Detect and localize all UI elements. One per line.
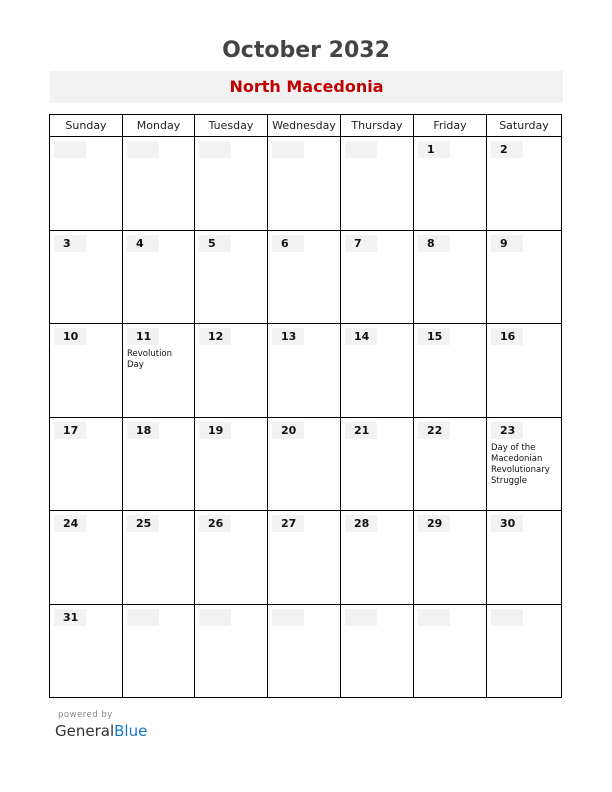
day-number: 22 <box>418 422 450 439</box>
calendar-weeks <box>50 137 561 698</box>
weekday-header-tuesday: Tuesday <box>195 115 268 136</box>
day-number: 5 <box>199 235 231 252</box>
day-number <box>54 141 86 158</box>
day-cell[interactable] <box>341 418 414 511</box>
day-cell[interactable] <box>268 511 341 604</box>
day-number <box>345 609 377 626</box>
weekday-header-wednesday: Wednesday <box>268 115 341 136</box>
day-cell[interactable] <box>195 137 268 230</box>
weekday-header-row <box>50 115 561 137</box>
holiday-label: Day of the Macedonian Revolutionary Struggle <box>491 442 550 486</box>
day-cell[interactable] <box>341 324 414 417</box>
day-cell[interactable] <box>414 418 487 511</box>
day-number: 31 <box>54 609 86 626</box>
day-number <box>127 141 159 158</box>
day-number: 27 <box>272 515 304 532</box>
day-number: 21 <box>345 422 377 439</box>
day-cell[interactable] <box>414 324 487 417</box>
day-number: 8 <box>418 235 450 252</box>
day-number: 3 <box>54 235 86 252</box>
weekday-header-thursday: Thursday <box>341 115 414 136</box>
week-row <box>50 511 561 605</box>
day-number: 7 <box>345 235 377 252</box>
day-number: 18 <box>127 422 159 439</box>
day-number <box>272 141 304 158</box>
day-number: 30 <box>491 515 523 532</box>
day-cell[interactable] <box>50 605 123 699</box>
day-cell[interactable] <box>50 231 123 324</box>
day-cell[interactable] <box>50 324 123 417</box>
day-cell[interactable] <box>487 324 561 417</box>
day-cell[interactable] <box>268 324 341 417</box>
day-cell[interactable] <box>195 418 268 511</box>
day-cell[interactable] <box>414 511 487 604</box>
day-cell[interactable] <box>414 605 487 699</box>
weekday-header-friday: Friday <box>414 115 487 136</box>
day-number: 4 <box>127 235 159 252</box>
country-banner <box>50 71 563 103</box>
day-cell[interactable] <box>50 511 123 604</box>
day-cell[interactable] <box>268 418 341 511</box>
day-cell[interactable] <box>414 231 487 324</box>
week-row <box>50 418 561 512</box>
day-number <box>345 141 377 158</box>
day-number: 12 <box>199 328 231 345</box>
day-cell[interactable] <box>123 605 195 699</box>
day-cell[interactable] <box>341 605 414 699</box>
day-cell[interactable] <box>414 137 487 230</box>
day-number: 26 <box>199 515 231 532</box>
day-cell[interactable] <box>50 418 123 511</box>
week-row <box>50 231 561 325</box>
day-cell[interactable] <box>268 137 341 230</box>
week-row <box>50 605 561 699</box>
day-cell[interactable] <box>341 137 414 230</box>
day-number: 17 <box>54 422 86 439</box>
day-number <box>127 609 159 626</box>
weekday-header-saturday: Saturday <box>499 119 549 132</box>
day-cell[interactable] <box>195 324 268 417</box>
powered-by-label: powered by <box>58 710 113 720</box>
day-number: 11 <box>127 328 159 345</box>
day-cell[interactable] <box>123 418 195 511</box>
day-cell[interactable] <box>123 137 195 230</box>
day-cell[interactable] <box>195 231 268 324</box>
day-cell[interactable] <box>268 231 341 324</box>
day-number: 10 <box>54 328 86 345</box>
day-cell[interactable] <box>487 605 561 699</box>
day-number: 19 <box>199 422 231 439</box>
day-cell[interactable] <box>487 418 561 511</box>
day-number: 2 <box>491 141 523 158</box>
country-name: North Macedonia <box>229 77 384 96</box>
generalblue-logo[interactable] <box>55 722 147 740</box>
day-cell[interactable] <box>195 605 268 699</box>
day-number <box>491 609 523 626</box>
day-number <box>418 609 450 626</box>
day-number: 13 <box>272 328 304 345</box>
day-number: 16 <box>491 328 523 345</box>
weekday-header-monday: Monday <box>123 115 195 136</box>
calendar-grid <box>49 114 562 698</box>
day-number: 20 <box>272 422 304 439</box>
day-number: 24 <box>54 515 86 532</box>
day-cell[interactable] <box>123 324 195 417</box>
day-number: 29 <box>418 515 450 532</box>
day-cell[interactable] <box>123 231 195 324</box>
day-cell[interactable] <box>487 231 561 324</box>
holiday-label: Revolution Day <box>127 349 173 370</box>
day-number: 9 <box>491 235 523 252</box>
day-cell[interactable] <box>195 511 268 604</box>
day-number <box>199 609 231 626</box>
week-row <box>50 324 561 418</box>
brand-general-text: General <box>55 722 115 740</box>
day-number: 14 <box>345 328 377 345</box>
week-row <box>50 137 561 231</box>
day-cell[interactable] <box>50 137 123 230</box>
day-cell[interactable] <box>341 231 414 324</box>
weekday-header-sunday: Sunday <box>50 115 123 136</box>
page-title: October 2032 <box>222 38 390 63</box>
day-number: 25 <box>127 515 159 532</box>
day-cell[interactable] <box>487 511 561 604</box>
day-cell[interactable] <box>268 605 341 699</box>
day-cell[interactable] <box>341 511 414 604</box>
day-number <box>199 141 231 158</box>
day-number: 1 <box>418 141 450 158</box>
day-number: 23 <box>491 422 523 439</box>
day-number: 6 <box>272 235 304 252</box>
day-number: 28 <box>345 515 377 532</box>
day-cell[interactable] <box>487 137 561 230</box>
day-number <box>272 609 304 626</box>
brand-blue-text: Blue <box>114 722 148 740</box>
day-cell[interactable] <box>123 511 195 604</box>
day-number: 15 <box>418 328 450 345</box>
